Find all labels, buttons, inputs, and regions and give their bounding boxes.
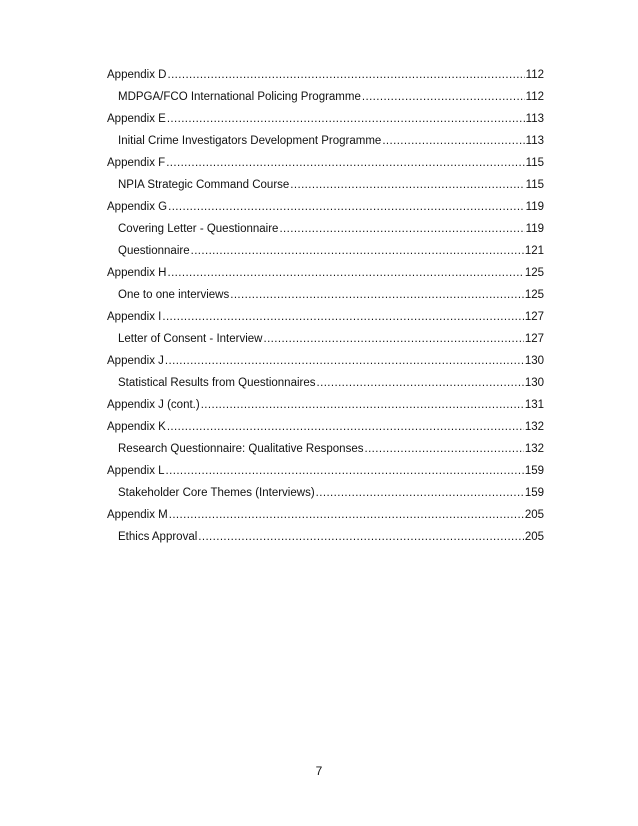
toc-entry-title: Appendix G <box>107 201 168 213</box>
toc-leader-dots <box>198 531 524 543</box>
toc-leader-dots <box>166 157 524 169</box>
toc-entry-page: 115 <box>525 157 544 169</box>
toc-entry-title: Stakeholder Core Themes (Interviews) <box>118 487 315 499</box>
toc-entry-title: Appendix E <box>107 113 166 125</box>
toc-entry-title: Statistical Results from Questionnaires <box>118 377 316 389</box>
toc-entry-title: Appendix H <box>107 267 167 279</box>
toc-entry-title: Letter of Consent - Interview <box>118 333 263 345</box>
toc-leader-dots <box>169 509 524 521</box>
toc-subentry[interactable] <box>107 377 544 399</box>
page-number: 7 <box>315 764 323 778</box>
toc-subentry[interactable] <box>107 289 544 311</box>
toc-leader-dots <box>263 333 523 345</box>
toc-entry-page: 130 <box>524 355 544 367</box>
toc-entry[interactable] <box>107 311 544 333</box>
toc-leader-dots <box>162 311 523 323</box>
toc-entry-title: Appendix J <box>107 355 164 367</box>
toc-entry[interactable] <box>107 157 544 179</box>
toc-leader-dots <box>316 487 524 499</box>
toc-leader-dots <box>364 443 523 455</box>
toc-entry[interactable] <box>107 399 544 421</box>
toc-entry-title: Appendix M <box>107 509 168 521</box>
toc-entry-page: 131 <box>524 399 544 411</box>
toc-entry-page: 112 <box>525 91 544 103</box>
toc-leader-dots <box>167 113 525 125</box>
toc-subentry[interactable] <box>107 135 544 157</box>
toc-leader-dots <box>166 465 524 477</box>
toc-entry[interactable] <box>107 355 544 377</box>
toc-leader-dots <box>317 377 524 389</box>
toc-leader-dots <box>230 289 524 301</box>
toc-entry[interactable] <box>107 201 544 223</box>
toc-subentry[interactable] <box>107 91 544 113</box>
toc-entry[interactable] <box>107 421 544 443</box>
toc-entry[interactable] <box>107 113 544 135</box>
toc-leader-dots <box>382 135 524 147</box>
toc-entry-title: Appendix L <box>107 465 165 477</box>
toc-entry-title: Covering Letter - Questionnaire <box>118 223 279 235</box>
toc-leader-dots <box>167 267 523 279</box>
toc-entry-title: Appendix K <box>107 421 166 433</box>
toc-subentry[interactable] <box>107 245 544 267</box>
toc-leader-dots <box>279 223 524 235</box>
toc-entry[interactable] <box>107 509 544 531</box>
toc-entry[interactable] <box>107 267 544 289</box>
toc-entry-page: 125 <box>524 289 544 301</box>
toc-entry-page: 132 <box>524 443 544 455</box>
toc-subentry[interactable] <box>107 179 544 201</box>
toc-entry-title: One to one interviews <box>118 289 230 301</box>
toc-entry-title: Appendix D <box>107 69 167 81</box>
toc-subentry[interactable] <box>107 487 544 509</box>
toc-entry-page: 119 <box>525 223 544 235</box>
toc-entry-page: 125 <box>524 267 544 279</box>
toc-leader-dots <box>168 201 525 213</box>
toc-entry-page: 115 <box>525 179 544 191</box>
toc-entry-title: Ethics Approval <box>118 531 198 543</box>
toc-entry[interactable] <box>107 69 544 91</box>
toc-entry-title: Research Questionnaire: Qualitative Responses <box>118 443 364 455</box>
table-of-contents <box>107 69 544 553</box>
toc-entry-title: Appendix F <box>107 157 166 169</box>
toc-leader-dots <box>290 179 524 191</box>
toc-leader-dots <box>167 69 524 81</box>
toc-entry-page: 132 <box>524 421 544 433</box>
toc-leader-dots <box>165 355 524 367</box>
toc-entry-page: 205 <box>524 509 544 521</box>
toc-leader-dots <box>191 245 524 257</box>
toc-entry-page: 127 <box>524 311 544 323</box>
toc-leader-dots <box>167 421 524 433</box>
toc-entry-page: 119 <box>525 201 544 213</box>
toc-entry-page: 159 <box>524 465 544 477</box>
toc-subentry[interactable] <box>107 223 544 245</box>
toc-entry-page: 127 <box>524 333 544 345</box>
toc-entry-title: NPIA Strategic Command Course <box>118 179 290 191</box>
toc-entry-title: Appendix I <box>107 311 162 323</box>
toc-entry-title: Questionnaire <box>118 245 190 257</box>
toc-entry-title: MDPGA/FCO International Policing Programme <box>118 91 361 103</box>
toc-entry-page: 113 <box>525 135 544 147</box>
toc-entry-page: 205 <box>524 531 544 543</box>
toc-entry-page: 159 <box>524 487 544 499</box>
toc-entry[interactable] <box>107 465 544 487</box>
toc-entry-page: 130 <box>524 377 544 389</box>
toc-entry-title: Initial Crime Investigators Development Programme <box>118 135 382 147</box>
toc-entry-page: 121 <box>524 245 544 257</box>
toc-subentry[interactable] <box>107 443 544 465</box>
toc-leader-dots <box>201 399 524 411</box>
toc-entry-page: 113 <box>525 113 544 125</box>
toc-entry-page: 112 <box>525 69 544 81</box>
toc-entry-title: Appendix J (cont.) <box>107 399 200 411</box>
toc-leader-dots <box>362 91 525 103</box>
toc-subentry[interactable] <box>107 531 544 553</box>
toc-subentry[interactable] <box>107 333 544 355</box>
